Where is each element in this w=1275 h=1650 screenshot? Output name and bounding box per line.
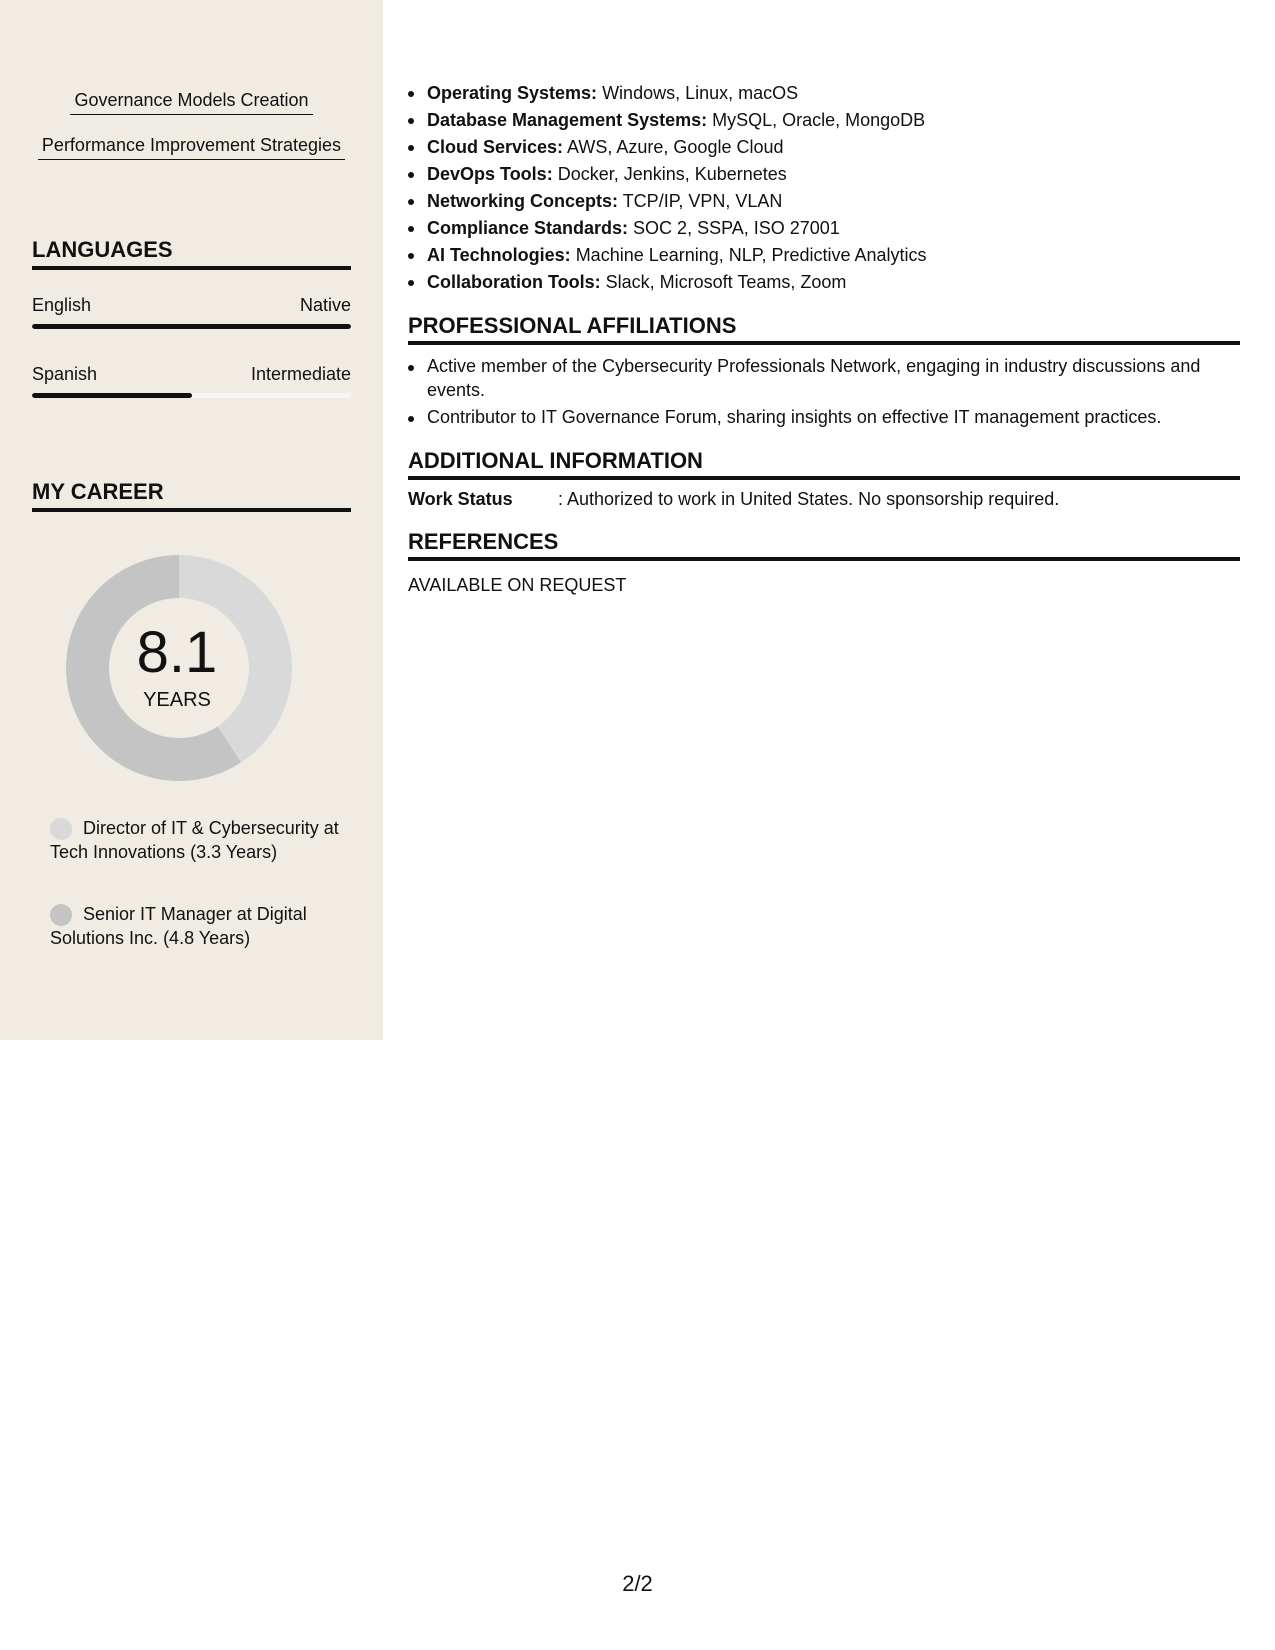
career-legend-item: Director of IT & Cybersecurity at Tech Innovations (3.3 Years) (50, 818, 339, 862)
skill-value: Docker, Jenkins, Kubernetes (552, 164, 787, 184)
work-status-value: : Authorized to work in United States. No sponsorship required. (558, 489, 1060, 509)
list-item (408, 215, 1240, 242)
language-bar-english (32, 324, 351, 329)
list-item: Contributor to IT Governance Forum, sharing insights on effective IT management practices. (408, 405, 1240, 429)
career-heading: MY CAREER (32, 478, 351, 512)
additional-info-heading: ADDITIONAL INFORMATION (408, 447, 1240, 480)
career-total-unit: YEARS (143, 689, 211, 711)
affiliations-list (408, 354, 1240, 432)
skill-label: Database Management Systems: (427, 110, 708, 130)
list-item (408, 269, 1240, 296)
skill-value: SOC 2, SSPA, ISO 27001 (628, 218, 840, 238)
skill-label: DevOps Tools: (427, 164, 553, 184)
language-level: Intermediate (250, 364, 351, 384)
language-name: English (32, 295, 92, 315)
list-item (408, 188, 1240, 215)
skill-label: Networking Concepts: (427, 191, 619, 211)
list-item (408, 134, 1240, 161)
page-number: 2/2 (622, 1571, 653, 1596)
technical-skills-list (408, 80, 1240, 296)
language-bar-fill (32, 393, 192, 398)
skill-value: Windows, Linux, macOS (597, 83, 799, 103)
list-item: Active member of the Cybersecurity Professionals Network, engaging in industry discussions and events. (408, 354, 1240, 402)
references-heading: REFERENCES (408, 528, 1240, 561)
skill-label: Collaboration Tools: (427, 272, 601, 292)
skill-value: MySQL, Oracle, MongoDB (707, 110, 926, 130)
career-legend-item: Senior IT Manager at Digital Solutions Inc. (4.8 Years) (50, 904, 307, 948)
list-item (408, 161, 1240, 188)
skill-tag: Performance Improvement Strategies (38, 133, 345, 160)
list-item (408, 242, 1240, 269)
skill-tag: Governance Models Creation (70, 88, 313, 115)
language-name: Spanish (32, 364, 98, 384)
skill-value: AWS, Azure, Google Cloud (563, 137, 784, 157)
references-text: AVAILABLE ON REQUEST (408, 575, 627, 595)
skill-value: Machine Learning, NLP, Predictive Analytics (570, 245, 927, 265)
languages-heading: LANGUAGES (32, 236, 351, 270)
skill-label: Cloud Services: (427, 137, 564, 157)
list-item (408, 80, 1240, 107)
affiliations-heading: PROFESSIONAL AFFILIATIONS (408, 312, 1240, 345)
career-total-value: 8.1 (136, 620, 218, 685)
sidebar (0, 0, 383, 1040)
skill-value: TCP/IP, VPN, VLAN (618, 191, 783, 211)
work-status-label: Work Status (408, 489, 513, 509)
skill-label: AI Technologies: (427, 245, 571, 265)
language-level: Native (299, 295, 351, 315)
language-bar-fill (32, 324, 351, 329)
skill-label: Operating Systems: (427, 83, 598, 103)
skill-label: Compliance Standards: (427, 218, 629, 238)
language-bar-spanish (32, 393, 351, 398)
list-item (408, 107, 1240, 134)
skill-value: Slack, Microsoft Teams, Zoom (600, 272, 847, 292)
